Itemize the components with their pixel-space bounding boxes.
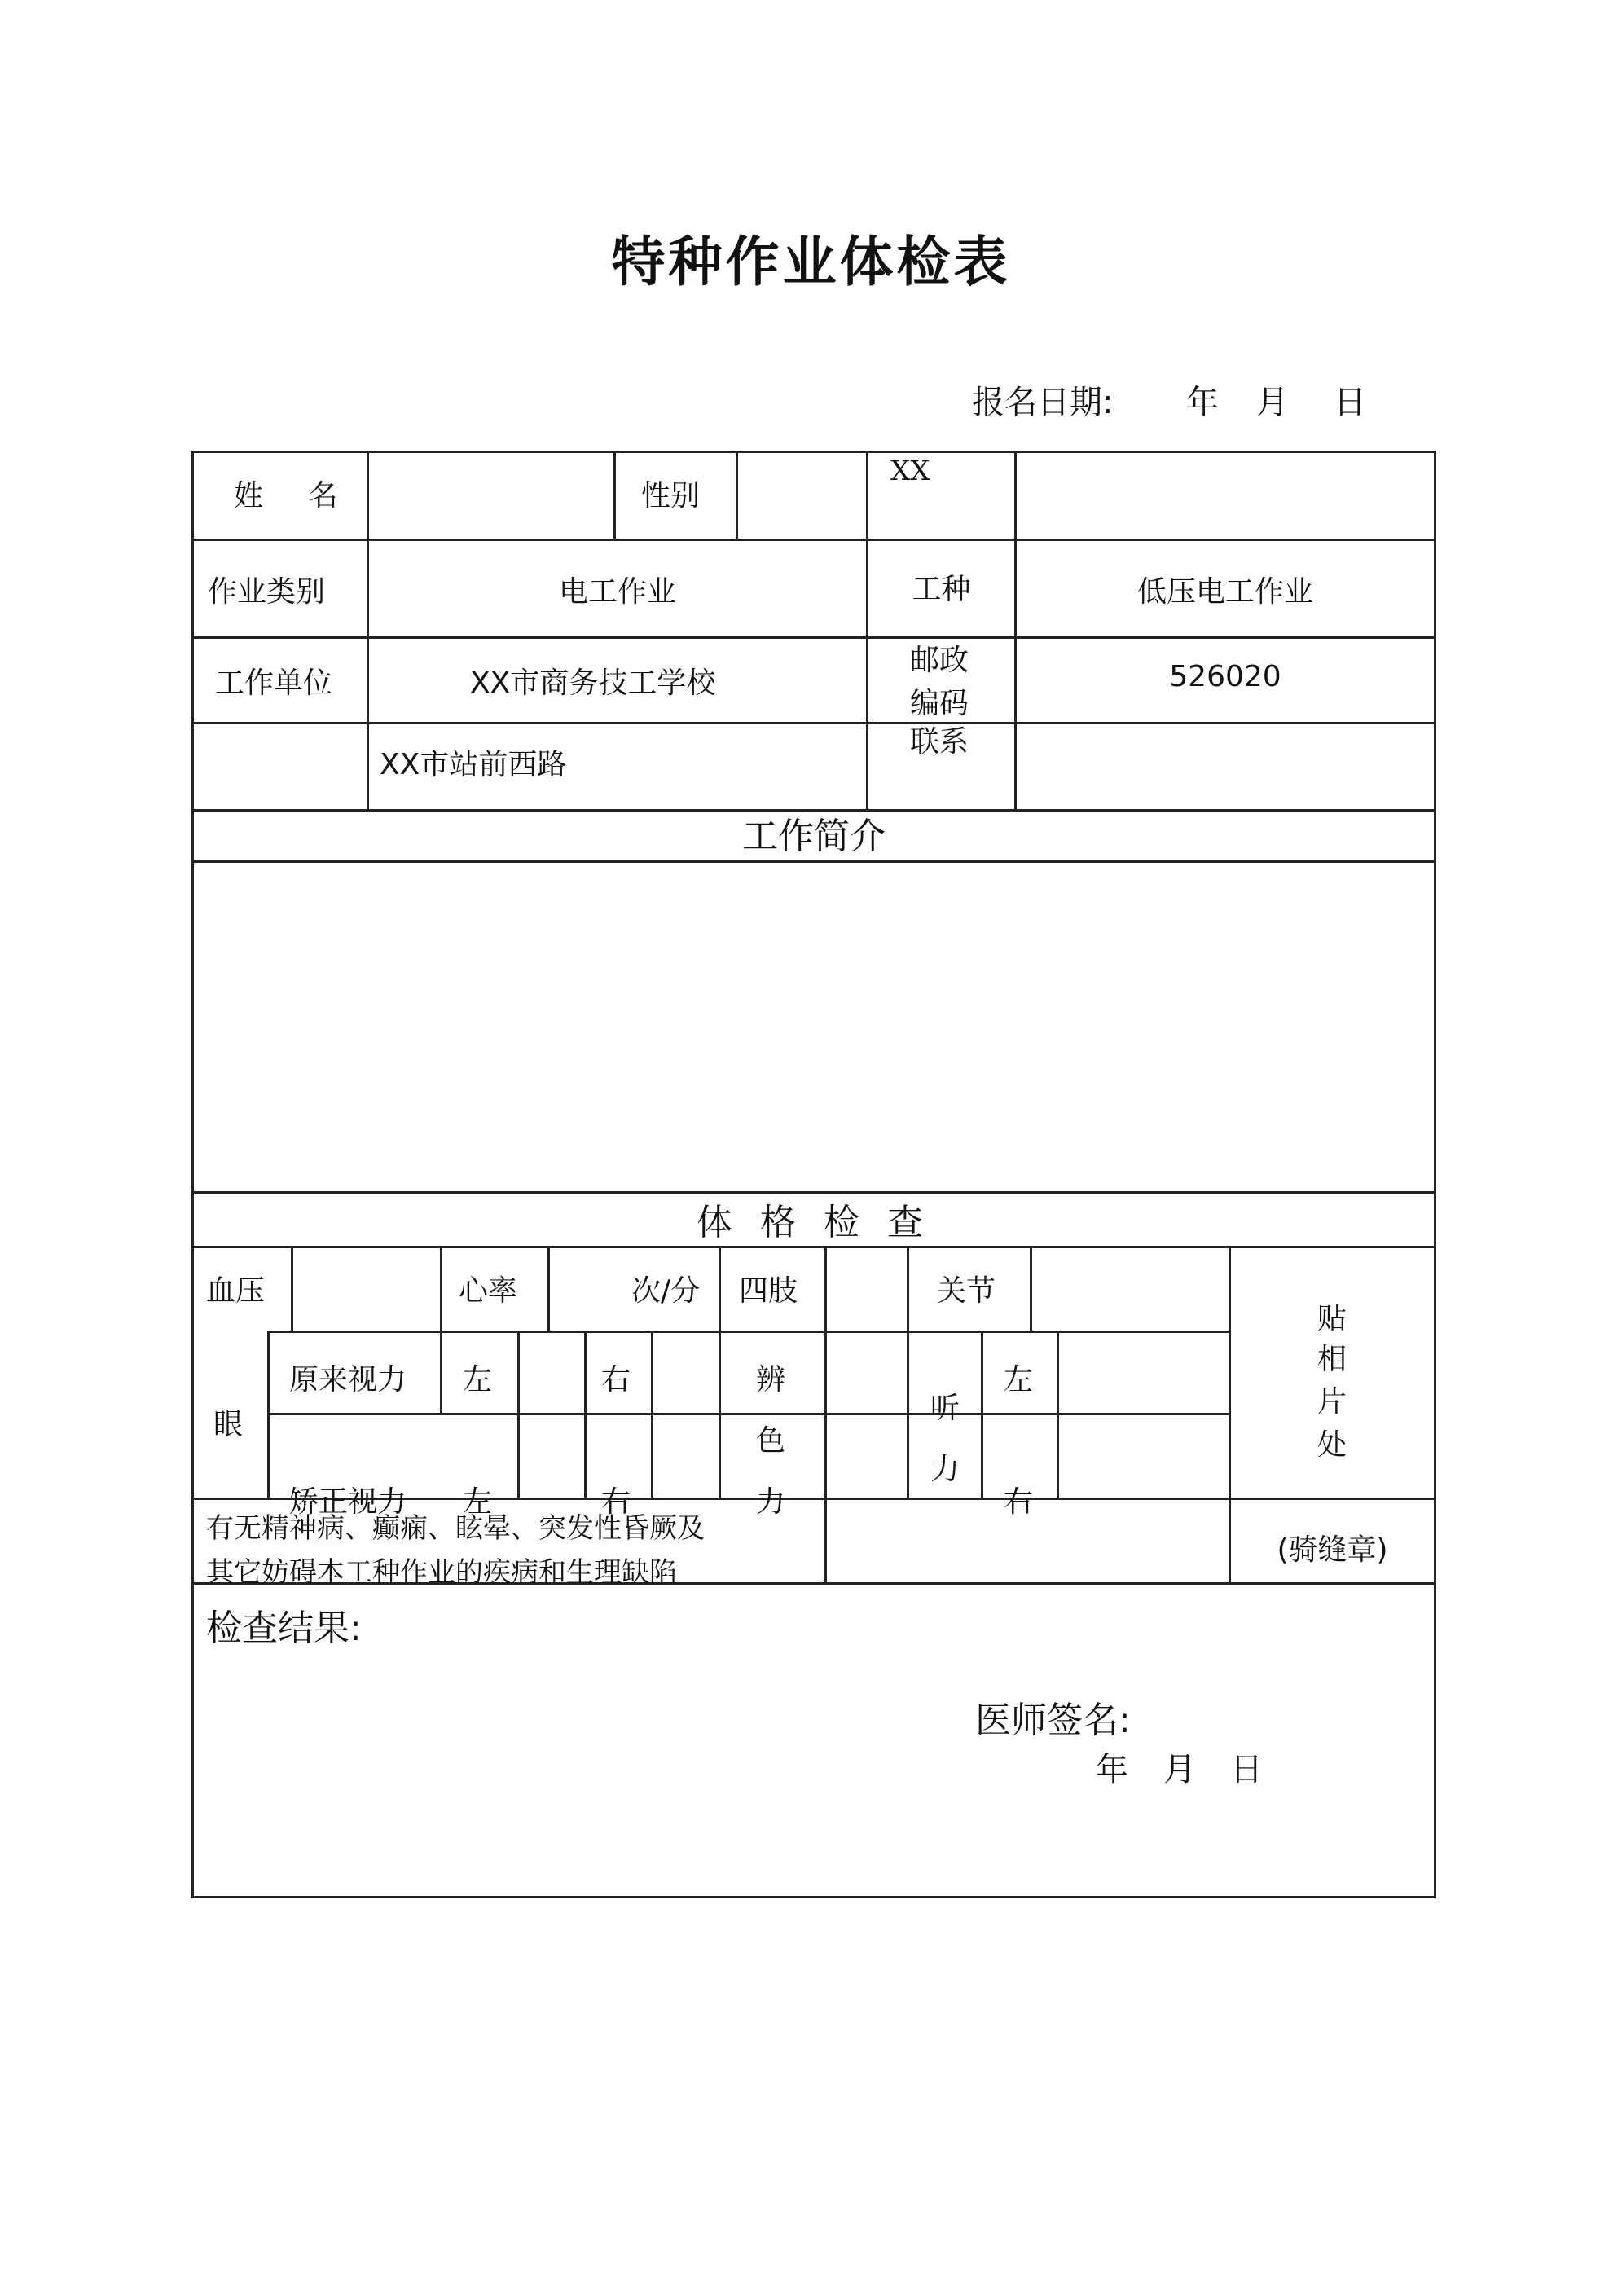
hearing-char-1: 听 [930, 1392, 960, 1425]
photo-char-2: 相 [1317, 1343, 1347, 1376]
disease-question-line-1: 有无精神病、癫痫、眩晕、突发性昏厥及 [206, 1512, 705, 1545]
photo-char-1: 贴 [1317, 1302, 1347, 1335]
contact-label: 联系 [910, 725, 969, 759]
photo-char-3: 片 [1317, 1385, 1347, 1419]
corrected-left-label: 左 [463, 1485, 493, 1519]
postcode-label-2: 编码 [910, 687, 969, 720]
work-intro-label: 工作简介 [742, 816, 886, 857]
registration-month: 月 [1256, 384, 1289, 421]
result-month: 月 [1163, 1751, 1196, 1788]
work-type-value: 低压电工作业 [1136, 575, 1313, 609]
color-vision-char-3: 力 [756, 1485, 786, 1519]
result-label: 检查结果: [206, 1608, 362, 1649]
address-label-field[interactable] [194, 724, 367, 809]
blood-pressure-label: 血压 [206, 1274, 266, 1308]
job-category-label: 作业类别 [208, 575, 326, 609]
disease-answer-field[interactable] [827, 1500, 1229, 1582]
registration-day: 日 [1334, 384, 1366, 421]
seal-label: (骑缝章) [1277, 1533, 1388, 1567]
heart-rate-unit: 次/分 [631, 1274, 701, 1308]
photo-char-4: 处 [1317, 1428, 1347, 1462]
name-label: 姓 名 [234, 479, 356, 512]
hearing-left-label: 左 [1004, 1363, 1034, 1397]
limbs-label: 四肢 [739, 1274, 798, 1308]
hearing-right-label: 右 [1004, 1485, 1034, 1519]
hearing-char-2: 力 [930, 1453, 960, 1486]
top-right-field[interactable] [1017, 453, 1434, 539]
gender-field[interactable] [738, 453, 866, 539]
employer-value: XX市商务技工学校 [470, 666, 716, 700]
xx-label: XX [890, 455, 930, 487]
registration-date-label: 报名日期: [972, 384, 1114, 421]
disease-question-line-2: 其它妨碍本工种作业的疾病和生理缺陷 [206, 1556, 677, 1589]
page-title: 特种作业体检表 [611, 231, 1011, 293]
corrected-right-label: 右 [601, 1485, 631, 1519]
doctor-signature-label: 医师签名: [975, 1700, 1131, 1741]
physical-exam-label: 体 格 检 查 [697, 1202, 931, 1243]
postcode-label-1: 邮政 [910, 644, 969, 677]
work-type-label: 工种 [912, 573, 971, 606]
joints-label: 关节 [937, 1274, 996, 1308]
original-right-label: 右 [601, 1363, 631, 1397]
original-left-label: 左 [463, 1363, 493, 1397]
job-category-value: 电工作业 [558, 575, 676, 609]
postcode-value: 526020 [1169, 660, 1281, 693]
original-vision-label: 原来视力 [289, 1363, 407, 1397]
eyes-label: 眼 [213, 1408, 244, 1441]
heart-rate-label: 心率 [459, 1274, 518, 1308]
address-value: XX市站前西路 [380, 748, 567, 781]
contact-field[interactable] [1017, 724, 1434, 809]
color-vision-char-2: 色 [756, 1424, 786, 1458]
gender-label: 性别 [641, 479, 701, 512]
corrected-vision-label: 矫正视力 [289, 1485, 407, 1519]
result-year: 年 [1096, 1751, 1128, 1788]
result-day: 日 [1230, 1751, 1263, 1788]
work-intro-field[interactable] [194, 863, 1434, 1191]
color-vision-char-1: 辨 [756, 1363, 786, 1397]
name-field[interactable] [369, 453, 613, 539]
registration-year: 年 [1186, 384, 1219, 421]
employer-label: 工作单位 [215, 666, 333, 700]
